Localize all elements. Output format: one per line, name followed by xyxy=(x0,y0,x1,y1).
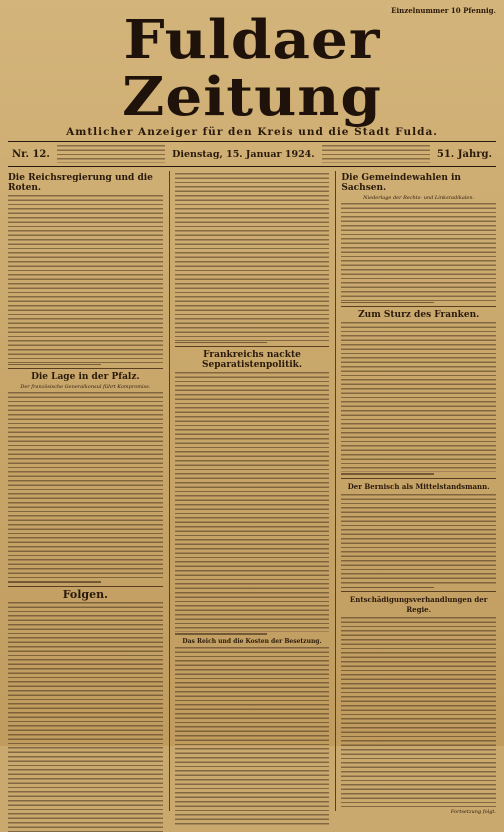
volume-year: 51. Jahrg. xyxy=(436,148,492,160)
divider xyxy=(8,586,163,587)
article-text xyxy=(175,173,330,341)
article-headline-gemeindewahlen: Die Gemeindewahlen in Sachsen. xyxy=(341,173,461,193)
article-headline-pfalz: Die Lage in der Pfalz. xyxy=(31,372,140,383)
issue-number: Nr. 12. xyxy=(12,148,50,160)
divider xyxy=(341,478,496,479)
subscription-fine-print xyxy=(322,145,430,163)
article-text xyxy=(341,322,496,472)
article-text xyxy=(341,203,496,301)
price-label: Einzelnummer 10 Pfennig. xyxy=(391,6,496,15)
text-line xyxy=(175,342,268,343)
issue-date: Dienstag, 15. Januar 1924. xyxy=(172,148,315,160)
column-left xyxy=(8,171,163,811)
text-line xyxy=(8,581,101,582)
article-text xyxy=(8,602,163,832)
article-text xyxy=(341,494,496,586)
text-line xyxy=(175,633,268,634)
masthead-title: Fuldaer Zeitung xyxy=(122,8,382,128)
text-line xyxy=(341,302,434,303)
article-headline-bernisch: Der Bernisch als Mittelstandsmann. xyxy=(347,481,490,491)
article-headline-franken: Zum Sturz des Franken. xyxy=(358,310,480,321)
text-line xyxy=(341,587,434,588)
column-right xyxy=(335,171,497,816)
article-text xyxy=(8,392,163,580)
subscription-info xyxy=(319,144,433,164)
text-line xyxy=(341,473,434,474)
issue-info-bar xyxy=(8,141,496,167)
article-subheadline: Der französische Generalkonsul führt Kompromiss. xyxy=(20,384,151,391)
article-headline-entschaedigung: Entschädigungsverhandlungen der Regie. xyxy=(349,595,488,615)
divider xyxy=(341,306,496,307)
article-headline-frankreich: Frankreichs nackte Separatistenpolitik. xyxy=(201,350,303,371)
article-note-heading: Das Reich und die Kosten der Besetzung. xyxy=(182,637,322,645)
article-text xyxy=(8,195,163,363)
divider xyxy=(175,346,330,347)
masthead-subtitle: Amtlicher Anzeiger für den Kreis und die Stadt Fulda. xyxy=(66,126,438,138)
article-text xyxy=(341,617,496,807)
column-middle xyxy=(169,171,330,811)
article-headline-reichsregierung: Die Reichsregierung und die Roten. xyxy=(8,173,153,193)
article-subheadline: Niederlage der Rechts- und Linksradikalen. xyxy=(363,195,475,201)
article-columns xyxy=(8,171,497,816)
publisher-info xyxy=(54,144,168,164)
continuation-note: Fortsetzung folgt. xyxy=(450,809,497,816)
article-text xyxy=(175,372,330,632)
divider xyxy=(8,368,163,369)
divider xyxy=(341,591,496,592)
text-line xyxy=(8,364,101,365)
article-headline-folgen: Folgen. xyxy=(62,587,108,601)
publisher-fine-print xyxy=(57,145,165,163)
article-text xyxy=(175,647,330,827)
